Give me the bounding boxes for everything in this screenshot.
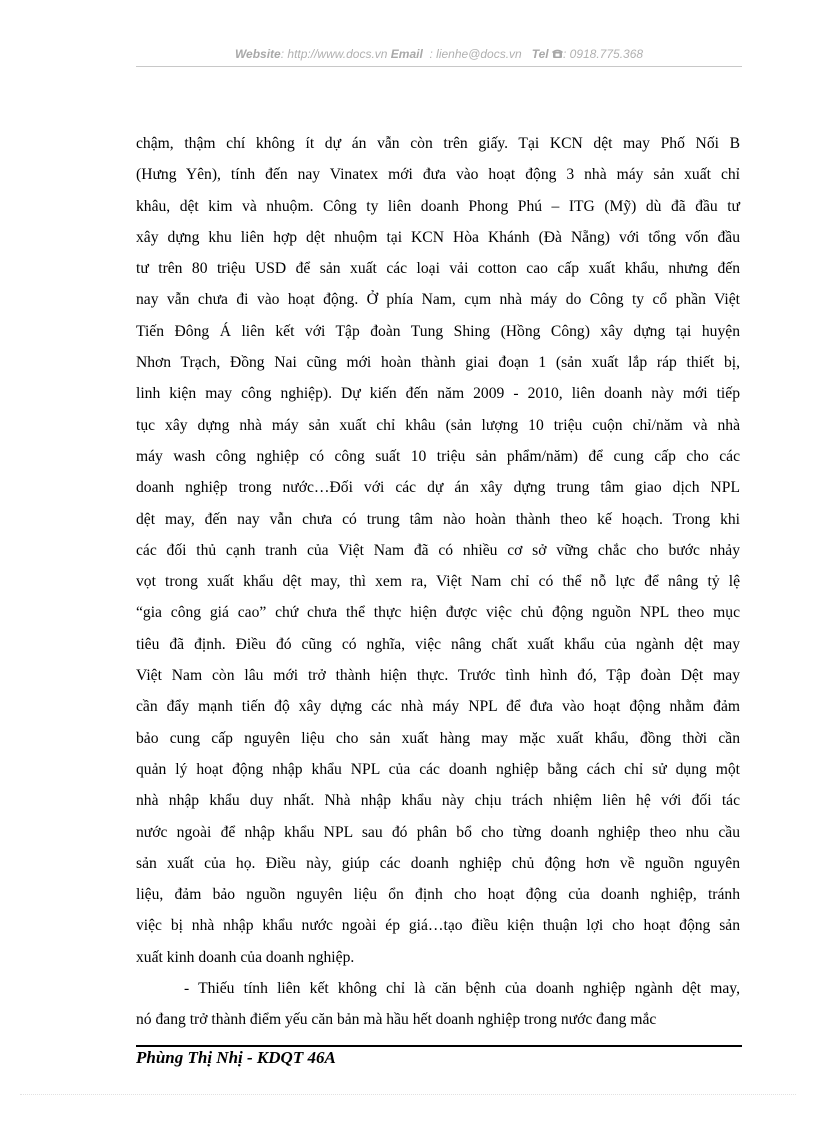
text-line: chậm, thậm chí không ít dự án vẫn còn trên giấy. Tại KCN dệt may Phố Nối B bbox=[136, 135, 740, 152]
text-line: tư trên 80 triệu USD để sản xuất các loại vải cotton cao cấp xuất khẩu, nhưng đến bbox=[136, 260, 740, 278]
text-line: nước ngoài để nhập khẩu NPL sau đó phân bổ cho từng doanh nghiệp theo nhu cầu bbox=[136, 823, 740, 841]
text-line: nhà nhập khẩu duy nhất. Nhà nhập khẩu này chịu trách nhiệm liên hệ với đối tác bbox=[136, 792, 740, 810]
text-line: máy wash công nghiệp có công suất 10 triệu sản phẩm/năm) để cung cấp cho các bbox=[136, 447, 740, 465]
text-line: tiêu đã định. Điều đó cũng có nghĩa, việc nâng chất xuất khẩu của ngành dệt may bbox=[136, 635, 740, 653]
text-line: việc bị nhà nhập khẩu nước ngoài ép giá…tạo điều kiện thuận lợi cho hoạt động sản bbox=[136, 917, 740, 935]
text-line: Nhơn Trạch, Đồng Nai cũng mới hoàn thành giai đoạn 1 (sản xuất lắp ráp thiết bị, bbox=[136, 354, 740, 372]
text-line: bảo cung cấp nguyên liệu cho sản xuất hàng may mặc xuất khẩu, đồng thời cần bbox=[136, 729, 740, 747]
text-line: “gia công giá cao” chứ chưa thể thực hiện được việc chủ động nguồn NPL theo mục bbox=[136, 604, 740, 622]
text-line: nay vẫn chưa đi vào hoạt động. Ở phía Nam, cụm nhà máy do Công ty cổ phần Việt bbox=[136, 291, 740, 309]
phone-icon bbox=[552, 47, 563, 61]
website-label: Website bbox=[234, 47, 281, 61]
text-line: doanh nghiệp trong nước…Đối với các dự án xây dựng trung tâm giao dịch NPL bbox=[136, 479, 740, 497]
text-line: các đối thủ cạnh tranh của Việt Nam đã có nhiều cơ sở vững chắc cho bước nhảy bbox=[136, 541, 740, 559]
text-line: quản lý hoạt động nhập khẩu NPL của các doanh nghiệp bằng cách chỉ sử dụng một bbox=[136, 760, 740, 778]
text-line: xuất kinh doanh của doanh nghiệp. bbox=[136, 948, 355, 966]
footer-divider bbox=[136, 1045, 742, 1047]
text-line: cần đẩy mạnh tiến độ xây dựng các nhà máy NPL để đưa vào hoạt động nhằm đảm bbox=[136, 698, 740, 716]
text-line: nó đang trở thành điểm yếu căn bản mà hầu hết doanh nghiệp trong nước đang mắc bbox=[136, 1011, 657, 1029]
text-line: - Thiếu tính liên kết không chỉ là căn bệnh của doanh nghiệp ngành dệt may, bbox=[184, 980, 740, 998]
text-line: xây dựng khu liên hợp dệt nhuộm tại KCN Hòa Khánh (Đà Nẵng) với tổng vốn đầu bbox=[136, 228, 740, 246]
tel-label: Tel bbox=[531, 47, 549, 61]
text-line: sản xuất của họ. Điều này, giúp các doanh nghiệp chủ động hơn về nguồn nguyên bbox=[136, 854, 740, 872]
email-label: Email bbox=[390, 47, 423, 61]
text-line: Tiến Đông Á liên kết với Tập đoàn Tung Shing (Hồng Công) xây dựng tại huyện bbox=[136, 322, 740, 340]
tel-value: : 0918.775.368 bbox=[562, 47, 644, 61]
footer-author: Phùng Thị Nhị - KDQT 46A bbox=[136, 1048, 336, 1067]
text-line: Việt Nam còn lâu mới trở thành hiện thực. Trước tình hình đó, Tập đoàn Dệt may bbox=[136, 667, 740, 685]
text-line: tục xây dựng nhà máy sản xuất chỉ khâu (sản lượng 10 triệu cuộn chỉ/năm và nhà bbox=[136, 416, 740, 434]
text-line: linh kiện may công nghiệp). Dự kiến đến năm 2009 - 2010, liên doanh này mới tiếp bbox=[136, 385, 740, 403]
text-line: dệt may, đến nay vẫn chưa có trung tâm nào hoàn thành theo kế hoạch. Trong khi bbox=[136, 510, 740, 528]
text-line: liệu, đảm bảo nguồn nguyên liệu ổn định cho hoạt động của doanh nghiệp, tránh bbox=[136, 886, 740, 904]
text-line: vọt trong xuất khẩu dệt may, thì xem ra, Việt Nam chỉ có thể nỗ lực để nâng tỷ lệ bbox=[136, 573, 740, 591]
page-header bbox=[136, 47, 742, 61]
text-line: khâu, dệt kim và nhuộm. Công ty liên doanh Phong Phú – ITG (Mỹ) dù đã đầu tư bbox=[136, 197, 740, 215]
email-value[interactable]: : lienhe@docs.vn bbox=[429, 47, 522, 61]
document-body bbox=[136, 128, 740, 1036]
page-bottom-divider bbox=[20, 1094, 796, 1095]
text-line: (Hưng Yên), tính đến nay Vinatex mới đưa vào hoạt động 3 nhà máy sản xuất chỉ bbox=[136, 166, 740, 184]
header-divider bbox=[136, 66, 742, 67]
website-value[interactable]: : http://www.docs.vn bbox=[280, 47, 388, 61]
